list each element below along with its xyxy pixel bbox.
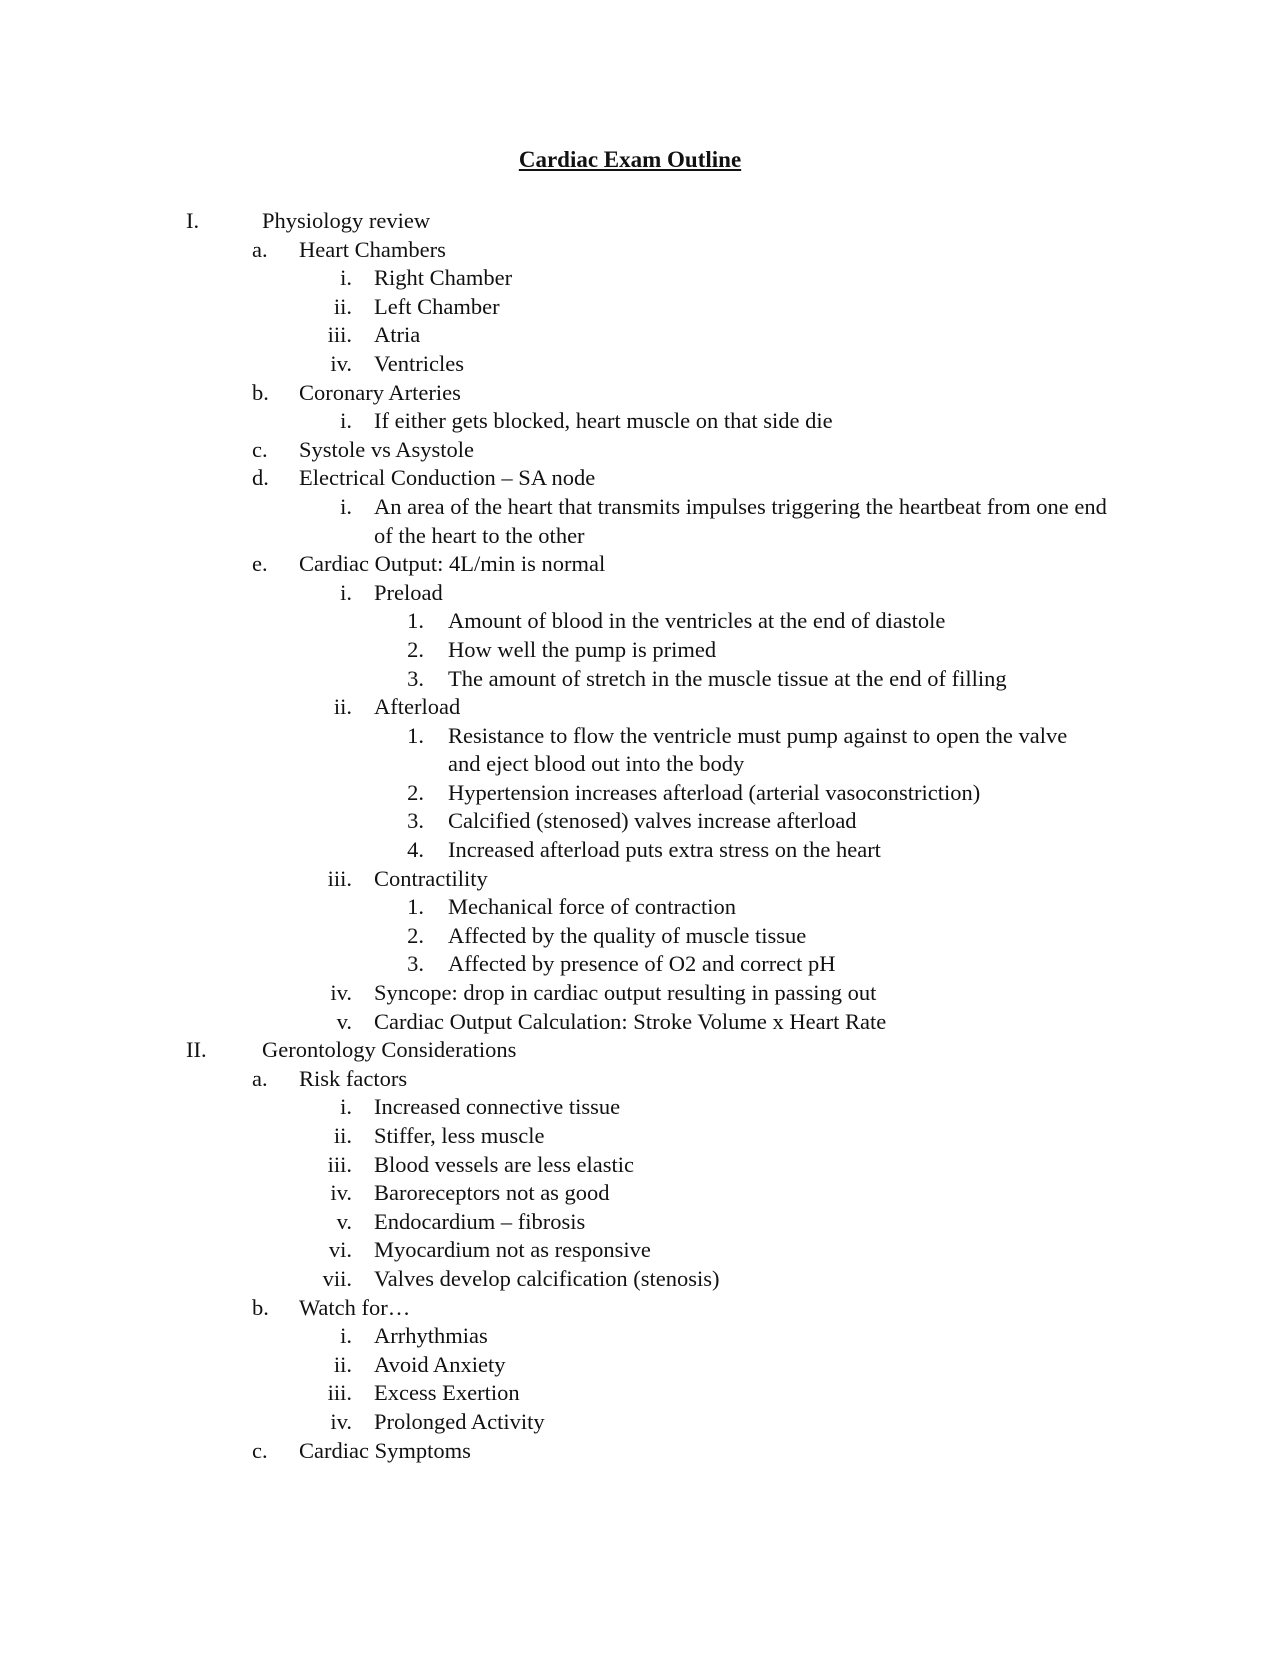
outline-text: Endocardium – fibrosis (374, 1208, 586, 1234)
outline-item-level-3 (0, 1122, 1280, 1151)
outline-marker: vii. (322, 1265, 352, 1291)
outline-item-level-2 (0, 1065, 1280, 1094)
outline-marker: ii. (333, 694, 352, 720)
outline-marker: iv. (330, 1180, 352, 1206)
outline-text: Physiology review (262, 208, 431, 233)
outline-item-level-3 (0, 979, 1280, 1008)
outline-marker: iv. (330, 350, 352, 376)
outline-item-level-2 (0, 550, 1280, 579)
outline-item-level-2 (0, 464, 1280, 493)
outline-text: How well the pump is primed (448, 636, 717, 662)
outline-item-level-3 (0, 1093, 1280, 1122)
outline-text: Risk factors (299, 1065, 408, 1091)
outline-text: Watch for… (299, 1294, 411, 1320)
outline-item-level-2 (0, 436, 1280, 465)
outline-marker: c. (252, 436, 268, 462)
outline-marker: 2. (407, 922, 424, 948)
outline-text: Right Chamber (374, 265, 513, 291)
outline-marker: 1. (407, 894, 424, 920)
outline-text: Left Chamber (374, 293, 500, 319)
outline-item-level-4 (0, 836, 1280, 865)
outline-text: Affected by the quality of muscle tissue (448, 922, 807, 948)
outline-marker: v. (336, 1208, 352, 1234)
outline-text: Affected by presence of O2 and correct pH (448, 951, 836, 977)
outline-text: Myocardium not as responsive (374, 1237, 651, 1263)
outline-text: Valves develop calcification (stenosis) (374, 1265, 720, 1291)
outline-item-level-2 (0, 1294, 1280, 1323)
outline-text: An area of the heart that transmits impulses triggering the heartbeat from one end of the heart to the other (374, 493, 1107, 548)
outline-marker: 4. (407, 837, 424, 863)
outline-list (0, 207, 1280, 1465)
outline-item-level-3 (0, 1151, 1280, 1180)
outline-marker: iii. (327, 1151, 352, 1177)
outline-item-level-3 (0, 1265, 1280, 1294)
outline-marker: iii. (327, 322, 352, 348)
outline-item-level-4 (0, 893, 1280, 922)
outline-item-level-3 (0, 321, 1280, 350)
outline-text: If either gets blocked, heart muscle on that side die (374, 408, 833, 434)
outline-item-level-3 (0, 1408, 1280, 1437)
outline-marker: ii. (333, 1351, 352, 1377)
outline-item-level-3 (0, 407, 1280, 436)
outline-text: Gerontology Considerations (262, 1037, 517, 1063)
outline-text: Cardiac Output Calculation: Stroke Volume x Heart Rate (374, 1008, 887, 1034)
outline-text: Hypertension increases afterload (arterial vasoconstriction) (448, 779, 981, 805)
outline-marker: e. (252, 551, 268, 577)
outline-text: Resistance to flow the ventricle must pump against to open the valve and eject blood out into the body (448, 722, 1068, 777)
outline-marker: i. (340, 579, 352, 605)
outline-marker: ii. (333, 1123, 352, 1148)
outline-marker: iii. (327, 865, 352, 891)
outline-item-level-4 (0, 665, 1280, 694)
outline-item-level-3 (0, 693, 1280, 722)
outline-item-level-1 (0, 207, 1280, 236)
outline-text: Mechanical force of contraction (448, 894, 736, 920)
outline-text: Systole vs Asystole (299, 436, 475, 462)
outline-marker: 2. (407, 636, 424, 662)
outline-marker: 3. (407, 808, 424, 834)
outline-marker: d. (252, 465, 269, 491)
outline-text: Stiffer, less muscle (374, 1123, 545, 1148)
outline-item-level-3 (0, 865, 1280, 894)
outline-marker: 1. (407, 722, 424, 748)
outline-marker: iv. (330, 980, 352, 1006)
outline-marker: iii. (327, 1380, 352, 1406)
outline-item-level-3 (0, 1208, 1280, 1237)
outline-item-level-2 (0, 1437, 1280, 1466)
outline-item-level-3 (0, 1322, 1280, 1351)
outline-text: Atria (374, 322, 421, 348)
outline-item-level-4 (0, 722, 1280, 779)
outline-text: Contractility (374, 865, 488, 891)
outline-marker: c. (252, 1437, 268, 1463)
outline-text: Baroreceptors not as good (374, 1180, 610, 1206)
outline-item-level-3 (0, 1236, 1280, 1265)
outline-item-level-4 (0, 636, 1280, 665)
outline-marker: II. (186, 1037, 207, 1063)
outline-item-level-4 (0, 922, 1280, 951)
outline-text: Ventricles (374, 350, 464, 376)
outline-marker: i. (340, 1323, 352, 1349)
outline-text: Heart Chambers (299, 236, 446, 262)
outline-item-level-3 (0, 350, 1280, 379)
document-title: Cardiac Exam Outline (518, 147, 742, 172)
outline-text: Avoid Anxiety (374, 1351, 506, 1377)
outline-text: Electrical Conduction – SA node (299, 465, 596, 491)
outline-text: Cardiac Output: 4L/min is normal (299, 551, 606, 577)
outline-marker: ii. (333, 293, 352, 319)
outline-item-level-3 (0, 1008, 1280, 1037)
outline-text: Syncope: drop in cardiac output resulting in passing out (374, 980, 877, 1006)
outline-item-level-3 (0, 493, 1280, 550)
outline-text: Blood vessels are less elastic (374, 1151, 634, 1177)
outline-marker: i. (340, 408, 352, 434)
outline-item-level-1 (0, 1036, 1280, 1065)
outline-marker: vi. (328, 1237, 352, 1263)
outline-marker: v. (336, 1008, 352, 1034)
outline-marker: b. (252, 1294, 269, 1320)
outline-marker: 1. (407, 608, 424, 634)
outline-text: Coronary Arteries (299, 379, 461, 405)
outline-text: Increased connective tissue (374, 1094, 621, 1120)
outline-item-level-2 (0, 379, 1280, 408)
outline-marker: 3. (407, 951, 424, 977)
outline-marker: 2. (407, 779, 424, 805)
outline-item-level-4 (0, 607, 1280, 636)
outline-marker: i. (340, 493, 352, 519)
outline-text: Cardiac Symptoms (299, 1437, 471, 1463)
outline-text: Afterload (374, 694, 461, 720)
outline-item-level-2 (0, 236, 1280, 265)
outline-marker: I. (186, 208, 200, 233)
outline-item-level-3 (0, 579, 1280, 608)
outline-marker: i. (340, 1094, 352, 1120)
outline-marker: b. (252, 379, 269, 405)
outline-text: Increased afterload puts extra stress on the heart (448, 837, 881, 863)
outline-text: Amount of blood in the ventricles at the end of diastole (448, 608, 946, 634)
outline-item-level-4 (0, 950, 1280, 979)
outline-item-level-3 (0, 1351, 1280, 1380)
outline-item-level-3 (0, 1379, 1280, 1408)
outline-item-level-3 (0, 264, 1280, 293)
outline-marker: 3. (407, 665, 424, 691)
outline-item-level-3 (0, 293, 1280, 322)
outline-marker: i. (340, 265, 352, 291)
outline-text: Prolonged Activity (374, 1408, 545, 1434)
outline-text: Preload (374, 579, 443, 605)
outline-item-level-4 (0, 779, 1280, 808)
outline-text: Arrhythmias (374, 1323, 488, 1349)
outline-item-level-4 (0, 807, 1280, 836)
outline-text: Excess Exertion (374, 1380, 520, 1406)
outline-text: The amount of stretch in the muscle tissue at the end of filling (448, 665, 1007, 691)
outline-marker: a. (252, 1065, 268, 1091)
outline-marker: iv. (330, 1408, 352, 1434)
outline-marker: a. (252, 236, 268, 262)
outline-text: Calcified (stenosed) valves increase afterload (448, 808, 857, 834)
outline-item-level-3 (0, 1179, 1280, 1208)
